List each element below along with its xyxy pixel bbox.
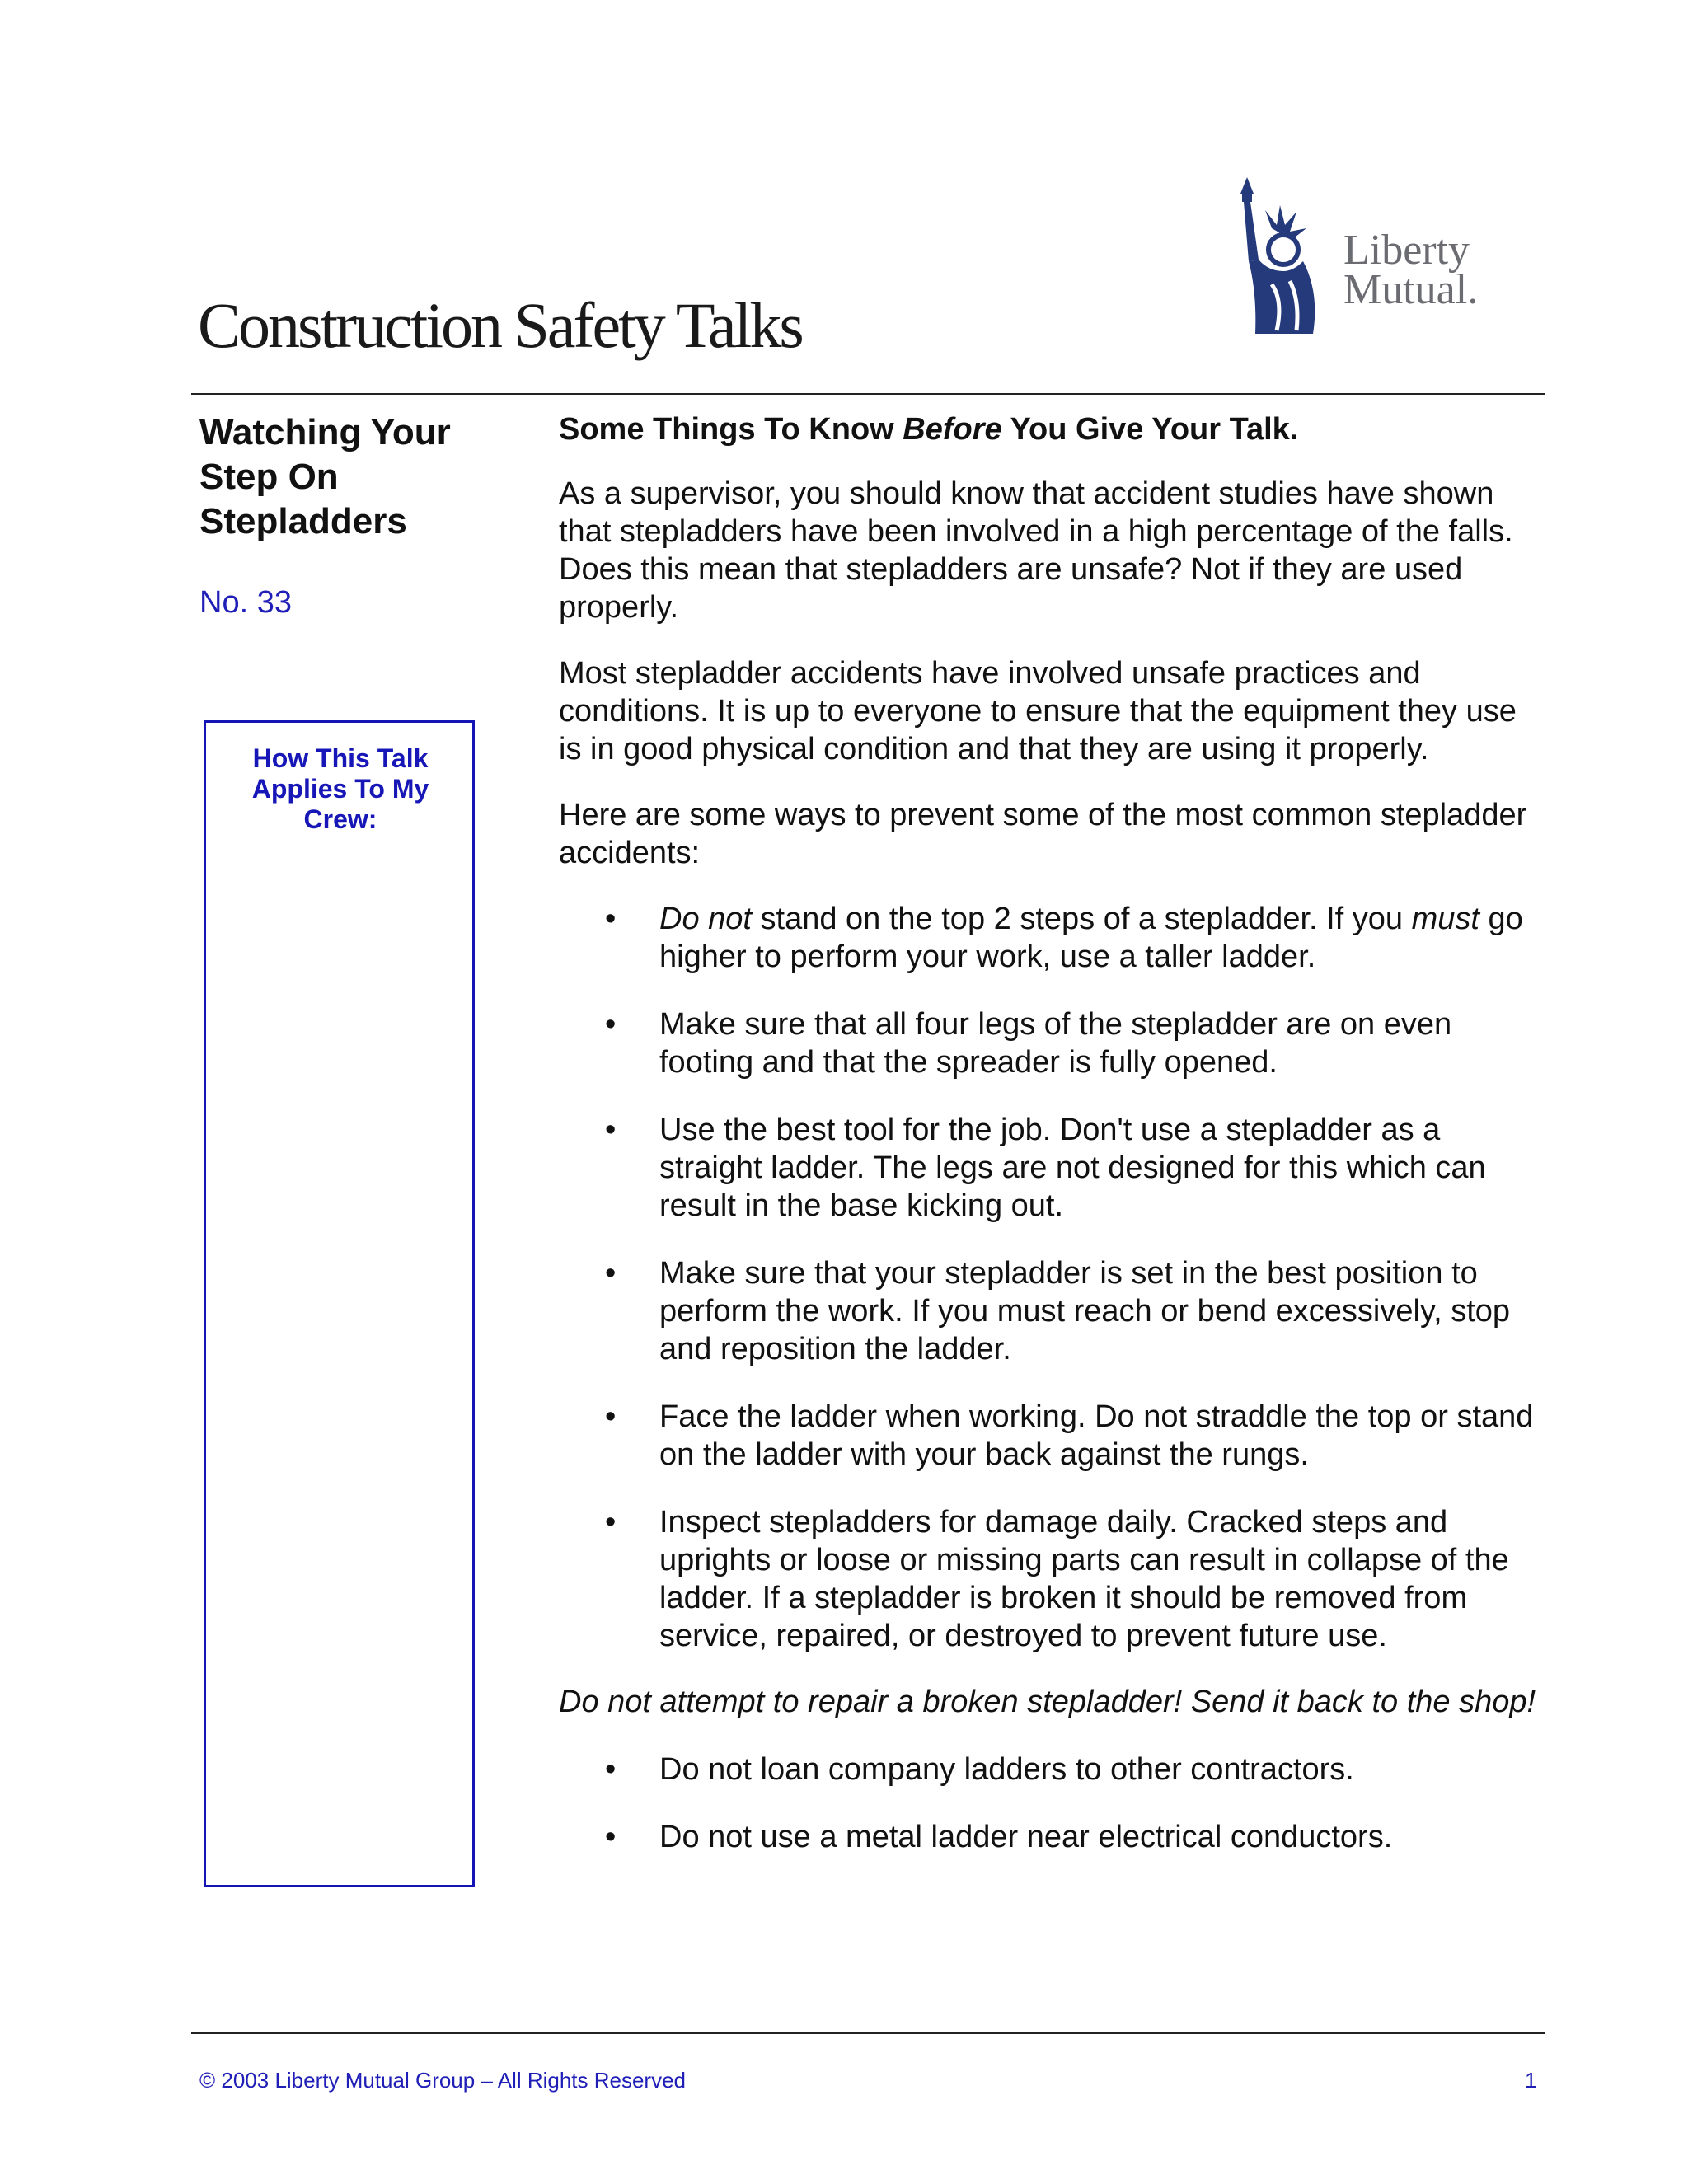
document-title: Construction Safety Talks	[198, 289, 802, 361]
talk-number: No. 33	[199, 585, 292, 620]
repair-warning: Do not attempt to repair a broken stepladder! Send it back to the shop!	[559, 1685, 1536, 1719]
list-item: • Do not use a metal ladder near electrical conductors.	[605, 1820, 1393, 1854]
list-item: • Face the ladder when working. Do not straddle the top or stand on the ladder with your back against the rungs.	[605, 1399, 1534, 1472]
bullet-icon: •	[605, 902, 617, 936]
bullet-icon: •	[605, 1399, 617, 1434]
talk-title: Watching Your Step On Stepladders	[199, 412, 451, 541]
statue-of-liberty-icon	[1207, 169, 1339, 346]
list-item: • Inspect stepladders for damage daily. Cracked steps and uprights or loose or missing parts can result in collapse of the ladder. If a stepladder is broken it should be removed from service, repaired, or destroyed to prevent future use.	[605, 1505, 1509, 1653]
header-divider	[191, 393, 1545, 395]
crew-notes-box[interactable]	[204, 720, 475, 1887]
list-item: • Do not stand on the top 2 steps of a stepladder. If you must go higher to perform your work, use a taller ladder.	[605, 902, 1523, 974]
page-number: 1	[1525, 2068, 1537, 2093]
paragraph: As a supervisor, you should know that accident studies have shown that stepladders have been involved in a high percentage of the falls. Does this mean that stepladders are unsafe? Not if they are used properly.	[559, 476, 1513, 625]
bullet-icon: •	[605, 1505, 617, 1540]
prevention-list	[559, 900, 1540, 1655]
bullet-icon: •	[605, 1113, 617, 1147]
bullet-icon: •	[605, 1752, 617, 1787]
crew-notes-heading: How This Talk Applies To My Crew:	[251, 743, 429, 834]
bullet-icon: •	[605, 1820, 617, 1854]
footer-divider	[191, 2032, 1545, 2034]
list-item: • Do not loan company ladders to other contractors.	[605, 1752, 1354, 1787]
additional-rules-list	[559, 1750, 1540, 1856]
logo-wordmark-liberty: Liberty	[1343, 227, 1470, 274]
bullet-icon: •	[605, 1256, 617, 1291]
paragraph: Here are some ways to prevent some of the most common stepladder accidents:	[559, 798, 1527, 870]
talk-body	[559, 410, 1540, 1884]
list-item: • Use the best tool for the job. Don't use a stepladder as a straight ladder. The legs are not designed for this which can result in the base kicking out.	[605, 1113, 1486, 1223]
list-item: • Make sure that all four legs of the stepladder are on even footing and that the spreader is fully opened.	[605, 1007, 1452, 1080]
paragraph: Most stepladder accidents have involved unsafe practices and conditions. It is up to everyone to ensure that the equipment they use is in good physical condition and that they are using it properly.	[559, 656, 1517, 766]
list-item: • Make sure that your stepladder is set in the best position to perform the work. If you must reach or bend excessively, stop and reposition the ladder.	[605, 1256, 1511, 1366]
copyright-notice: © 2003 Liberty Mutual Group – All Rights Reserved	[199, 2068, 687, 2093]
logo-wordmark-mutual: Mutual.	[1343, 266, 1479, 313]
lead-heading: Some Things To Know Before You Give Your Talk.	[559, 412, 1299, 447]
bullet-icon: •	[605, 1007, 617, 1042]
